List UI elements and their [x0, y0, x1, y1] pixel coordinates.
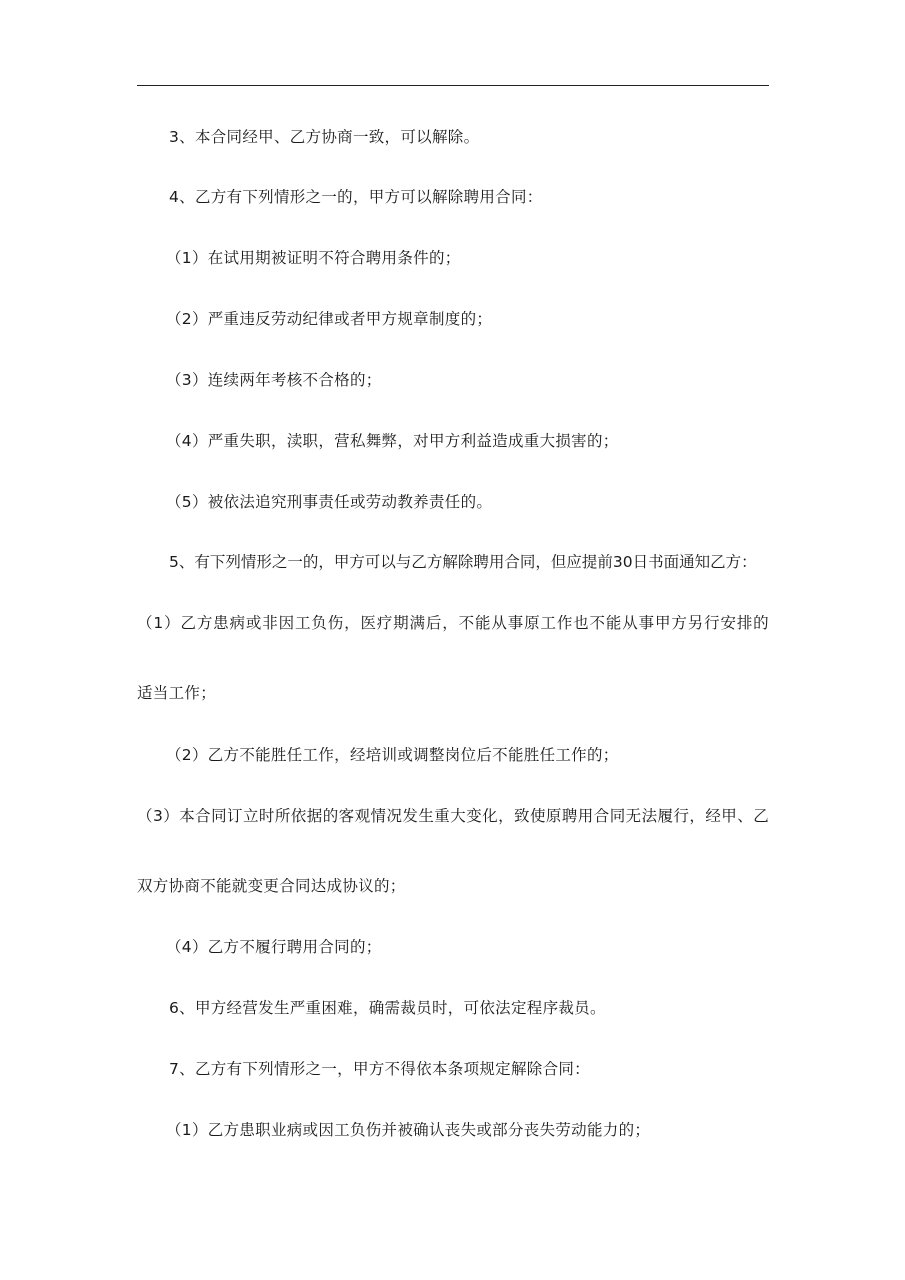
- clause-7: 7、乙方有下列情形之一，甲方不得依本条项规定解除合同：: [169, 1060, 590, 1078]
- clause-3: 3、本合同经甲、乙方协商一致，可以解除。: [169, 128, 480, 146]
- clause-4-item-2: （2）严重违反劳动纪律或者甲方规章制度的；: [166, 310, 493, 328]
- clause-5-item-2: （2）乙方不能胜任工作，经培训或调整岗位后不能胜任工作的；: [166, 746, 619, 764]
- clause-5: 5、有下列情形之一的，甲方可以与乙方解除聘用合同，但应提前30日书面通知乙方：: [169, 553, 757, 571]
- clause-6: 6、甲方经营发生严重困难，确需裁员时，可依法定程序裁员。: [169, 999, 606, 1017]
- clause-4-item-4: （4）严重失职，渎职，营私舞弊，对甲方利益造成重大损害的；: [166, 432, 619, 450]
- clause-4-item-3: （3）连续两年考核不合格的；: [166, 371, 382, 389]
- clause-5-item-1-cont: 适当工作；: [137, 684, 217, 702]
- clause-5-item-3: （3）本合同订立时所依据的客观情况发生重大变化，致使原聘用合同无法履行，经甲、乙: [137, 807, 769, 825]
- clause-5-item-4: （4）乙方不履行聘用合同的；: [166, 938, 382, 956]
- clause-4: 4、乙方有下列情形之一的，甲方可以解除聘用合同：: [169, 188, 543, 206]
- clause-4-item-1: （1）在试用期被证明不符合聘用条件的；: [166, 249, 461, 267]
- clause-4-item-5: （5）被依法追究刑事责任或劳动教养责任的。: [166, 493, 493, 511]
- clause-7-item-1: （1）乙方患职业病或因工负伤并被确认丧失或部分丧失劳动能力的；: [166, 1121, 651, 1139]
- clause-5-item-1: （1）乙方患病或非因工负伤，医疗期满后，不能从事原工作也不能从事甲方另行安排的: [137, 614, 769, 632]
- clause-5-item-3-cont: 双方协商不能就变更合同达成协议的；: [137, 877, 406, 895]
- header-rule: [137, 85, 769, 86]
